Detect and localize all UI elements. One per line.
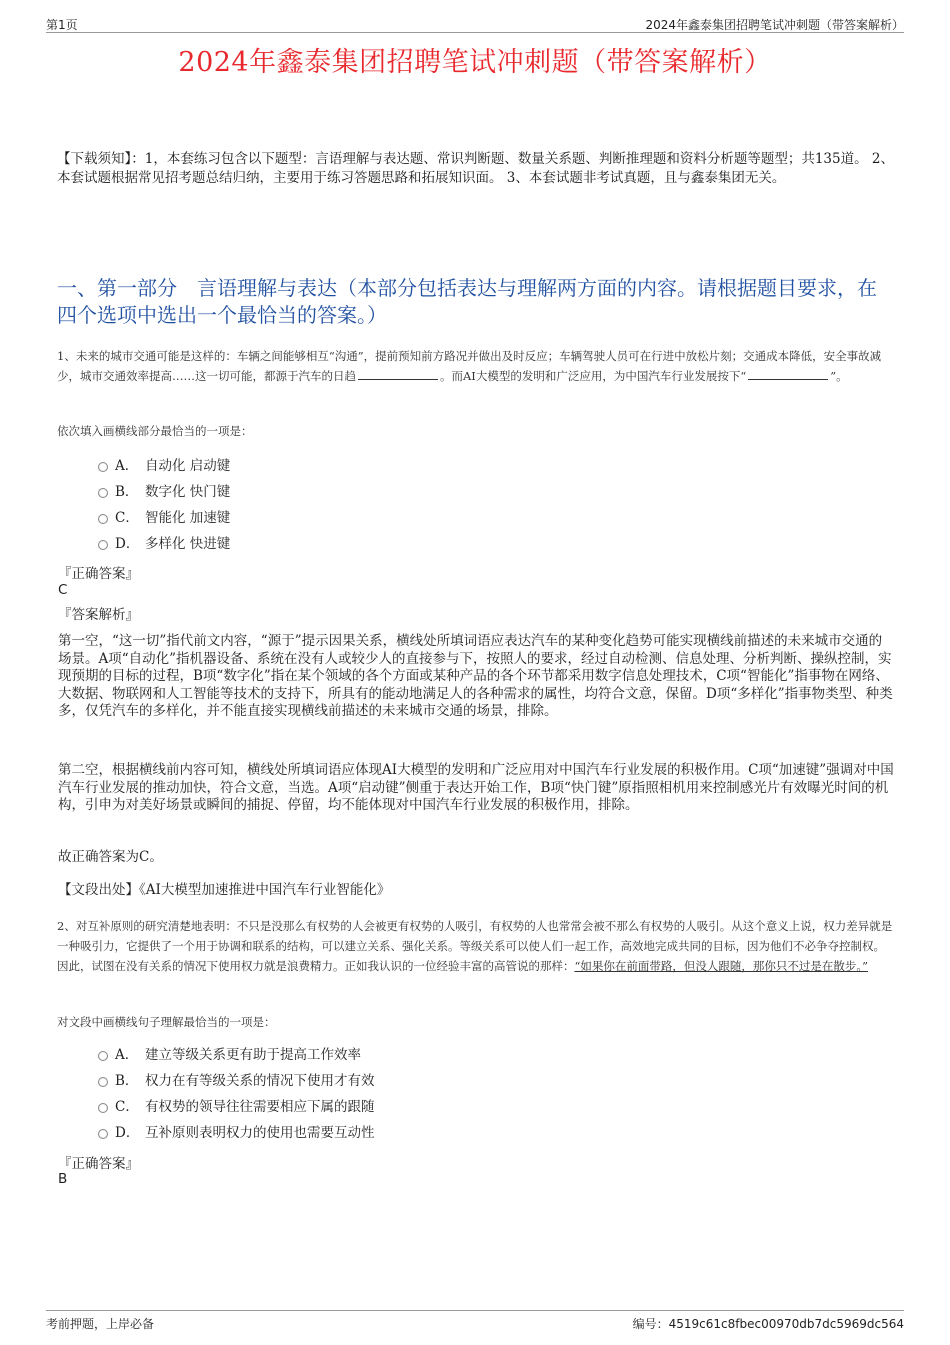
answer-label: 『正确答案』 — [58, 566, 139, 582]
option-c[interactable]: C． 有权势的领导往往需要相应下属的跟随 — [98, 1094, 375, 1120]
analysis-paragraph-2: 第二空，根据横线前内容可知，横线处所填词语应体现AI大模型的发明和广泛应用对中国汽车行业发展的积极作用。C项“加速键”强调对中国汽车行业发展的推动加快，符合文意，当选。A项“启动键”侧重于表达开始工作，B项“快门键”原指照相机用来控制感光片有效曝光时间的机构，引申为对美好场景或瞬间的捕捉、停留，均不能体现对中国汽车行业发展的积极作用，排除。 — [58, 762, 894, 813]
radio-icon[interactable] — [98, 1077, 108, 1087]
analysis-conclusion: 故正确答案为C。 — [58, 849, 163, 865]
answer-label: 『正确答案』 — [58, 1156, 139, 1172]
blank-1 — [358, 367, 438, 380]
header-doc-title: 2024年鑫泰集团招聘笔试冲刺题（带答案解析） — [645, 18, 904, 32]
blank-2 — [748, 367, 828, 380]
question-1-instruction: 依次填入画横线部分最恰当的一项是： — [57, 424, 253, 438]
page-footer — [46, 1310, 904, 1331]
question-2-instruction: 对文段中画横线句子理解最恰当的一项是： — [57, 1015, 276, 1029]
option-b[interactable]: B． 权力在有等级关系的情况下使用才有效 — [98, 1068, 375, 1094]
analysis-paragraph-1: 第一空，“这一切”指代前文内容，“源于”提示因果关系，横线处所填词语应表达汽车的某种变化趋势可能实现横线前描述的未来城市交通的场景。A项“自动化”指机器设备、系统在没有人或较少人的直接参与下，按照人的要求，经过自动检测、信息处理、分析判断、操纵控制，实现预期的目标的过程，B项“数字化”指在某个领域的各个方面或某种产品的各个环节都采用数字信息处理技术，C项“智能化”指事物在网络、大数据、物联网和人工智能等技术的支持下，所具有的能动地满足人的各种需求的属性，均符合文意，保留。D项“多样化”指事物类型、种类多，仅凭汽车的多样化，并不能直接实现横线前描述的未来城市交通的场景，排除。 — [58, 633, 893, 719]
option-a[interactable]: A． 建立等级关系更有助于提高工作效率 — [98, 1042, 375, 1068]
page-title: 2024年鑫泰集团招聘笔试冲刺题（带答案解析） — [178, 47, 772, 78]
question-1-options — [98, 453, 230, 557]
option-b[interactable]: B． 数字化 快门键 — [98, 479, 230, 505]
document-code: 编号：4519c61c8fbec00970db7dc5969dc564 — [632, 1317, 904, 1331]
section-heading: 一、第一部分 言语理解与表达（本部分包括表达与理解两方面的内容。请根据题目要求，在四个选项中选出一个最恰当的答案。） — [57, 276, 877, 327]
correct-answer: B — [58, 1171, 68, 1187]
download-notice: 【下载须知】：1，本套练习包含以下题型：言语理解与表达题、常识判断题、数量关系题、判断推理题和资料分析题等题型；共135道。 2、本套试题根据常见招考题总结归纳，主要用于练习答题思路和拓展知识面。 3、本套试题非考试真题，且与鑫泰集团无关。 — [57, 151, 894, 186]
option-c[interactable]: C． 智能化 加速键 — [98, 505, 230, 531]
question-1-stem: 1、未来的城市交通可能是这样的：车辆之间能够相互“沟通”，提前预知前方路况并做出及时反应；车辆驾驶人员可在行进中放松片刻；交通成本降低，安全事故减少，城市交通效率提高……这一切可能，都源于汽车的日趋 。而AI大模型的发明和广泛应用，为中国汽车行业发展按下“ ”。 — [57, 349, 882, 383]
radio-icon[interactable] — [98, 1051, 108, 1061]
analysis-label: 『答案解析』 — [58, 607, 139, 623]
radio-icon[interactable] — [98, 488, 108, 498]
radio-icon[interactable] — [98, 1129, 108, 1139]
option-d[interactable]: D． 多样化 快进键 — [98, 531, 230, 557]
source-citation: 【文段出处】《AI大模型加速推进中国汽车行业智能化》 — [58, 882, 391, 898]
footer-slogan: 考前押题，上岸必备 — [46, 1317, 155, 1331]
question-2-options — [98, 1042, 375, 1146]
radio-icon[interactable] — [98, 462, 108, 472]
question-2-stem: 2、对互补原则的研究清楚地表明：不只是没那么有权势的人会被更有权势的人吸引，有权势的人也常常会被不那么有权势的人吸引。从这个意义上说，权力差异就是一种吸引力，它提供了一个用于协调和联系的结构，可以建立关系、强化关系。等级关系可以使人们一起工作，高效地完成共同的目标，因为他们不必争夺控制权。因此，试图在没有关系的情况下使用权力就是浪费精力。正如我认识的一位经验丰富的高管说的那样：“如果你在前面带路，但没人跟随，那你只不过是在散步。” — [57, 919, 893, 973]
option-d[interactable]: D． 互补原则表明权力的使用也需要互动性 — [98, 1120, 375, 1146]
radio-icon[interactable] — [98, 1103, 108, 1113]
underlined-quote: “如果你在前面带路，但没人跟随，那你只不过是在散步。” — [574, 959, 869, 973]
option-a[interactable]: A． 自动化 启动键 — [98, 453, 230, 479]
page-number: 第1页 — [46, 18, 78, 32]
page-header — [46, 14, 904, 33]
radio-icon[interactable] — [98, 514, 108, 524]
correct-answer: C — [58, 582, 68, 598]
radio-icon[interactable] — [98, 540, 108, 550]
